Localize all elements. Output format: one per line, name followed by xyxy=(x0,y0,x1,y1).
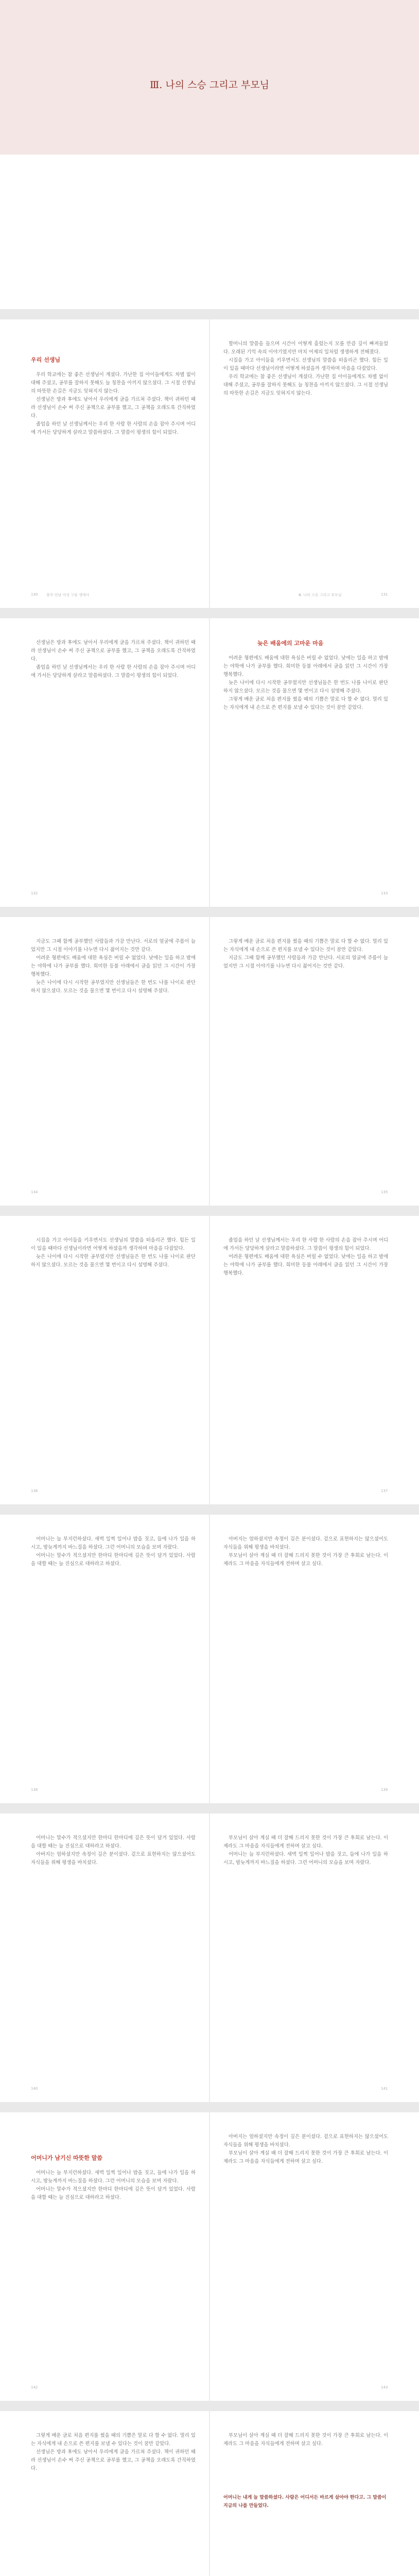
gutter xyxy=(209,917,210,1206)
paragraph: 부모님이 살아 계실 때 더 잘해 드리지 못한 것이 가장 큰 후회로 남는다. 이제라도 그 마음을 자식들에게 전하며 살고 싶다. xyxy=(223,1835,388,1849)
folio: 140 xyxy=(31,2087,38,2091)
spread-7 xyxy=(0,2112,419,2401)
paragraph: 부모님이 살아 계실 때 더 잘해 드리지 못한 것이 가장 큰 후회로 남는다. 이제라도 그 마음을 자식들에게 전하며 살고 싶다. xyxy=(223,1553,388,1567)
paragraph: 선생님은 방과 후에도 남아서 우리에게 글을 가르쳐 주셨다. 책이 귀하던 때라 선생님이 손수 써 주신 공책으로 공부를 했고, 그 공책을 오래도록 간직하였다. xyxy=(31,397,196,419)
paragraph: 우리 학교에는 참 좋은 선생님이 계셨다. 가난한 집 아이들에게도 차별 없이 대해 주셨고, 공부를 잘하지 못해도 늘 칭찬을 아끼지 않으셨다. 그 시절 선생님의 따뜻한 손길은 지금도 잊혀지지 않는다. xyxy=(31,372,196,394)
paragraph: 어머니는 늘 부지런하셨다. 새벽 일찍 일어나 밥을 짓고, 들에 나가 일을 하시고, 밤늦게까지 바느질을 하셨다. 그런 어머니의 모습을 보며 자랐다. xyxy=(31,2170,196,2184)
gutter xyxy=(209,319,210,608)
paragraph: 어머니는 말수가 적으셨지만 한마디 한마디에 깊은 뜻이 담겨 있었다. 사람을 대할 때는 늘 진심으로 대하라고 하셨다. xyxy=(31,1835,196,1849)
folio: 141 xyxy=(381,2087,388,2091)
text-column xyxy=(223,2432,388,2448)
paragraph: 그렇게 배운 글로 처음 편지를 썼을 때의 기쁨은 말로 다 할 수 없다. 멀리 있는 자식에게 내 손으로 쓴 편지를 보낼 수 있다는 것이 꿈만 같았다. xyxy=(31,2433,196,2447)
running-head: Ⅲ. 나의 스승 그리고 부모님 xyxy=(299,593,342,597)
section-heading-1: 우리 선생님 xyxy=(31,357,60,363)
paragraph: 부모님이 살아 계실 때 더 잘해 드리지 못한 것이 가장 큰 후회로 남는다. 이제라도 그 마음을 자식들에게 전하며 살고 싶다. xyxy=(223,2150,388,2164)
gutter xyxy=(209,1515,210,1803)
paragraph: 아버지는 엄하셨지만 속정이 깊은 분이셨다. 겉으로 표현하지는 않으셨어도 자식들을 위해 평생을 바치셨다. xyxy=(223,2134,388,2148)
spread-1 xyxy=(0,319,419,608)
text-column xyxy=(223,654,388,712)
paragraph: 시집을 가고 아이들을 키우면서도 선생님의 말씀을 떠올리곤 했다. 힘든 일이 있을 때마다 선생님이라면 어떻게 하셨을까 생각하며 마음을 다잡았다. xyxy=(31,1238,196,1251)
folio: 136 xyxy=(31,1489,38,1493)
folio: 130 xyxy=(31,592,38,597)
paragraph: 어머니는 늘 부지런하셨다. 새벽 일찍 일어나 밥을 짓고, 들에 나가 일을 하시고, 밤늦게까지 바느질을 하셨다. 그런 어머니의 모습을 보며 자랐다. xyxy=(31,1536,196,1550)
folio: 135 xyxy=(381,1190,388,1194)
text-column xyxy=(223,1834,388,1867)
folio: 137 xyxy=(381,1489,388,1493)
paragraph: 늦은 나이에 다시 시작한 공부였지만 선생님들은 한 번도 나를 나이로 판단하지 않으셨다. 모르는 것을 물으면 몇 번이고 다시 설명해 주셨다. xyxy=(31,980,196,994)
spread-5 xyxy=(0,1515,419,1803)
gutter xyxy=(209,618,210,907)
text-column xyxy=(31,639,196,680)
paragraph: 그렇게 배운 글로 처음 편지를 썼을 때의 기쁨은 말로 다 할 수 없다. 멀리 있는 자식에게 내 손으로 쓴 편지를 보낼 수 있다는 것이 꿈만 같았다. xyxy=(223,939,388,953)
paragraph: 선생님은 방과 후에도 남아서 우리에게 글을 가르쳐 주셨다. 책이 귀하던 때라 선생님이 손수 써 주신 공책으로 공부를 했고, 그 공책을 오래도록 간직하였다. xyxy=(31,2449,196,2471)
paragraph: 늦은 나이에 다시 시작한 공부였지만 선생님들은 한 번도 나를 나이로 판단하지 않으셨다. 모르는 것을 물으면 몇 번이고 다시 설명해 주셨다. xyxy=(223,680,388,694)
paragraph: 졸업을 하던 날 선생님께서는 우리 한 사람 한 사람의 손을 잡아 주시며 어디에 가서든 당당하게 살라고 말씀하셨다. 그 말씀이 평생의 힘이 되었다. xyxy=(31,421,196,435)
running-head: 광주·전남 여성 구술 생애사 xyxy=(46,593,90,597)
paragraph: 어머니는 늘 부지런하셨다. 새벽 일찍 일어나 밥을 짓고, 들에 나가 일을 하시고, 밤늦게까지 바느질을 하셨다. 그런 어머니의 모습을 보며 자랐다. xyxy=(223,1852,388,1866)
gutter xyxy=(209,1216,210,1504)
paragraph: 지금도 그때 함께 공부했던 사람들과 가끔 만난다. 서로의 얼굴에 주름이 늘었지만 그 시절 이야기를 나누면 다시 젊어지는 것만 같다. xyxy=(223,955,388,969)
spread-3 xyxy=(0,917,419,1206)
folio: 134 xyxy=(31,1190,38,1194)
paragraph: 어려운 형편에도 배움에 대한 욕심은 버릴 수 없었다. 낮에는 일을 하고 밤에는 야학에 나가 공부를 했다. 희미한 등불 아래에서 글을 읽던 그 시간이 가장 행복했다. xyxy=(223,1254,388,1276)
paragraph: 늦은 나이에 다시 시작한 공부였지만 선생님들은 한 번도 나를 나이로 판단하지 않으셨다. 모르는 것을 물으면 몇 번이고 다시 설명해 주셨다. xyxy=(31,1254,196,1268)
paragraph: 어려운 형편에도 배움에 대한 욕심은 버릴 수 없었다. 낮에는 일을 하고 밤에는 야학에 나가 공부를 했다. 희미한 등불 아래에서 글을 읽던 그 시간이 가장 행복했다. xyxy=(223,655,388,677)
folio: 139 xyxy=(381,1788,388,1792)
text-column xyxy=(31,1535,196,1568)
chapter-title: Ⅲ. 나의 스승 그리고 부모님 xyxy=(149,79,270,91)
text-column xyxy=(31,2169,196,2202)
paragraph: 어머니는 말수가 적으셨지만 한마디 한마디에 깊은 뜻이 담겨 있었다. 사람을 대할 때는 늘 진심으로 대하라고 하셨다. xyxy=(31,1553,196,1567)
folio: 133 xyxy=(381,891,388,895)
spread-6 xyxy=(0,1814,419,2102)
paragraph: 부모님이 살아 계실 때 더 잘해 드리지 못한 것이 가장 큰 후회로 남는다. 이제라도 그 마음을 자식들에게 전하며 살고 싶다. xyxy=(223,2433,388,2447)
text-column xyxy=(223,1535,388,1568)
folio: 143 xyxy=(381,2385,388,2389)
paragraph: 어머니는 말수가 적으셨지만 한마디 한마디에 깊은 뜻이 담겨 있었다. 사람을 대할 때는 늘 진심으로 대하라고 하셨다. xyxy=(31,2187,196,2200)
gutter xyxy=(209,1814,210,2102)
folio: 142 xyxy=(31,2385,38,2389)
folio: 131 xyxy=(381,592,388,597)
spread-2 xyxy=(0,618,419,907)
text-column xyxy=(31,938,196,995)
paragraph: 할머니의 말씀을 들으며 시간이 어떻게 흘렀는지 모를 만큼 깊이 빠져들었다. 오래된 기억 속의 이야기였지만 마치 어제의 일처럼 생생하게 전해졌다. xyxy=(223,341,388,355)
text-column xyxy=(31,2432,196,2473)
text-column xyxy=(31,1834,196,1867)
gutter xyxy=(209,2112,210,2401)
chapter-opener xyxy=(0,0,419,309)
folio: 138 xyxy=(31,1788,38,1792)
paragraph: 시집을 가고 아이들을 키우면서도 선생님의 말씀을 떠올리곤 했다. 힘든 일이 있을 때마다 선생님이라면 어떻게 하셨을까 생각하며 마음을 다잡았다. xyxy=(223,358,388,371)
paragraph: 아버지는 엄하셨지만 속정이 깊은 분이셨다. 겉으로 표현하지는 않으셨어도 자식들을 위해 평생을 바치셨다. xyxy=(223,1536,388,1550)
text-column xyxy=(223,938,388,971)
paragraph: 어려운 형편에도 배움에 대한 욕심은 버릴 수 없었다. 낮에는 일을 하고 밤에는 야학에 나가 공부를 했다. 희미한 등불 아래에서 글을 읽던 그 시간이 가장 행복했다. xyxy=(31,955,196,977)
paragraph: 아버지는 엄하셨지만 속정이 깊은 분이셨다. 겉으로 표현하지는 않으셨어도 자식들을 위해 평생을 바치셨다. xyxy=(31,1852,196,1866)
folio: 132 xyxy=(31,891,38,895)
text-column xyxy=(223,1236,388,1278)
paragraph: 그렇게 배운 글로 처음 편지를 썼을 때의 기쁨은 말로 다 할 수 없다. 멀리 있는 자식에게 내 손으로 쓴 편지를 보낼 수 있다는 것이 꿈만 같았다. xyxy=(223,697,388,710)
section-heading-3: 어머니가 남기신 따뜻한 말씀 xyxy=(31,2155,102,2161)
section-heading-2: 늦은 배움에의 고마운 마음 xyxy=(257,640,324,647)
gutter xyxy=(209,2411,210,2576)
spread-8 xyxy=(0,2411,419,2576)
paragraph: 선생님은 방과 후에도 남아서 우리에게 글을 가르쳐 주셨다. 책이 귀하던 때라 선생님이 손수 써 주신 공책으로 공부를 했고, 그 공책을 오래도록 간직하였다. xyxy=(31,640,196,662)
paragraph: 졸업을 하던 날 선생님께서는 우리 한 사람 한 사람의 손을 잡아 주시며 어디에 가서든 당당하게 살라고 말씀하셨다. 그 말씀이 평생의 힘이 되었다. xyxy=(223,1238,388,1251)
paragraph: 지금도 그때 함께 공부했던 사람들과 가끔 만난다. 서로의 얼굴에 주름이 늘었지만 그 시절 이야기를 나누면 다시 젊어지는 것만 같다. xyxy=(31,939,196,953)
spread-4 xyxy=(0,1216,419,1504)
text-column xyxy=(31,1236,196,1269)
text-column xyxy=(223,340,388,398)
text-column xyxy=(31,371,196,437)
paragraph: 우리 학교에는 참 좋은 선생님이 계셨다. 가난한 집 아이들에게도 차별 없이 대해 주셨고, 공부를 잘하지 못해도 늘 칭찬을 아끼지 않으셨다. 그 시절 선생님의 따뜻한 손길은 지금도 잊혀지지 않는다. xyxy=(223,374,388,396)
text-column xyxy=(223,2133,388,2166)
paragraph: 졸업을 하던 날 선생님께서는 우리 한 사람 한 사람의 손을 잡아 주시며 어디에 가서든 당당하게 살라고 말씀하셨다. 그 말씀이 평생의 힘이 되었다. xyxy=(31,665,196,679)
pull-quote: 어머니는 내게 늘 말씀하셨다. 사람은 어디서든 바르게 살아야 한다고. 그 말씀이 지금의 나를 만들었다. xyxy=(223,2495,387,2509)
